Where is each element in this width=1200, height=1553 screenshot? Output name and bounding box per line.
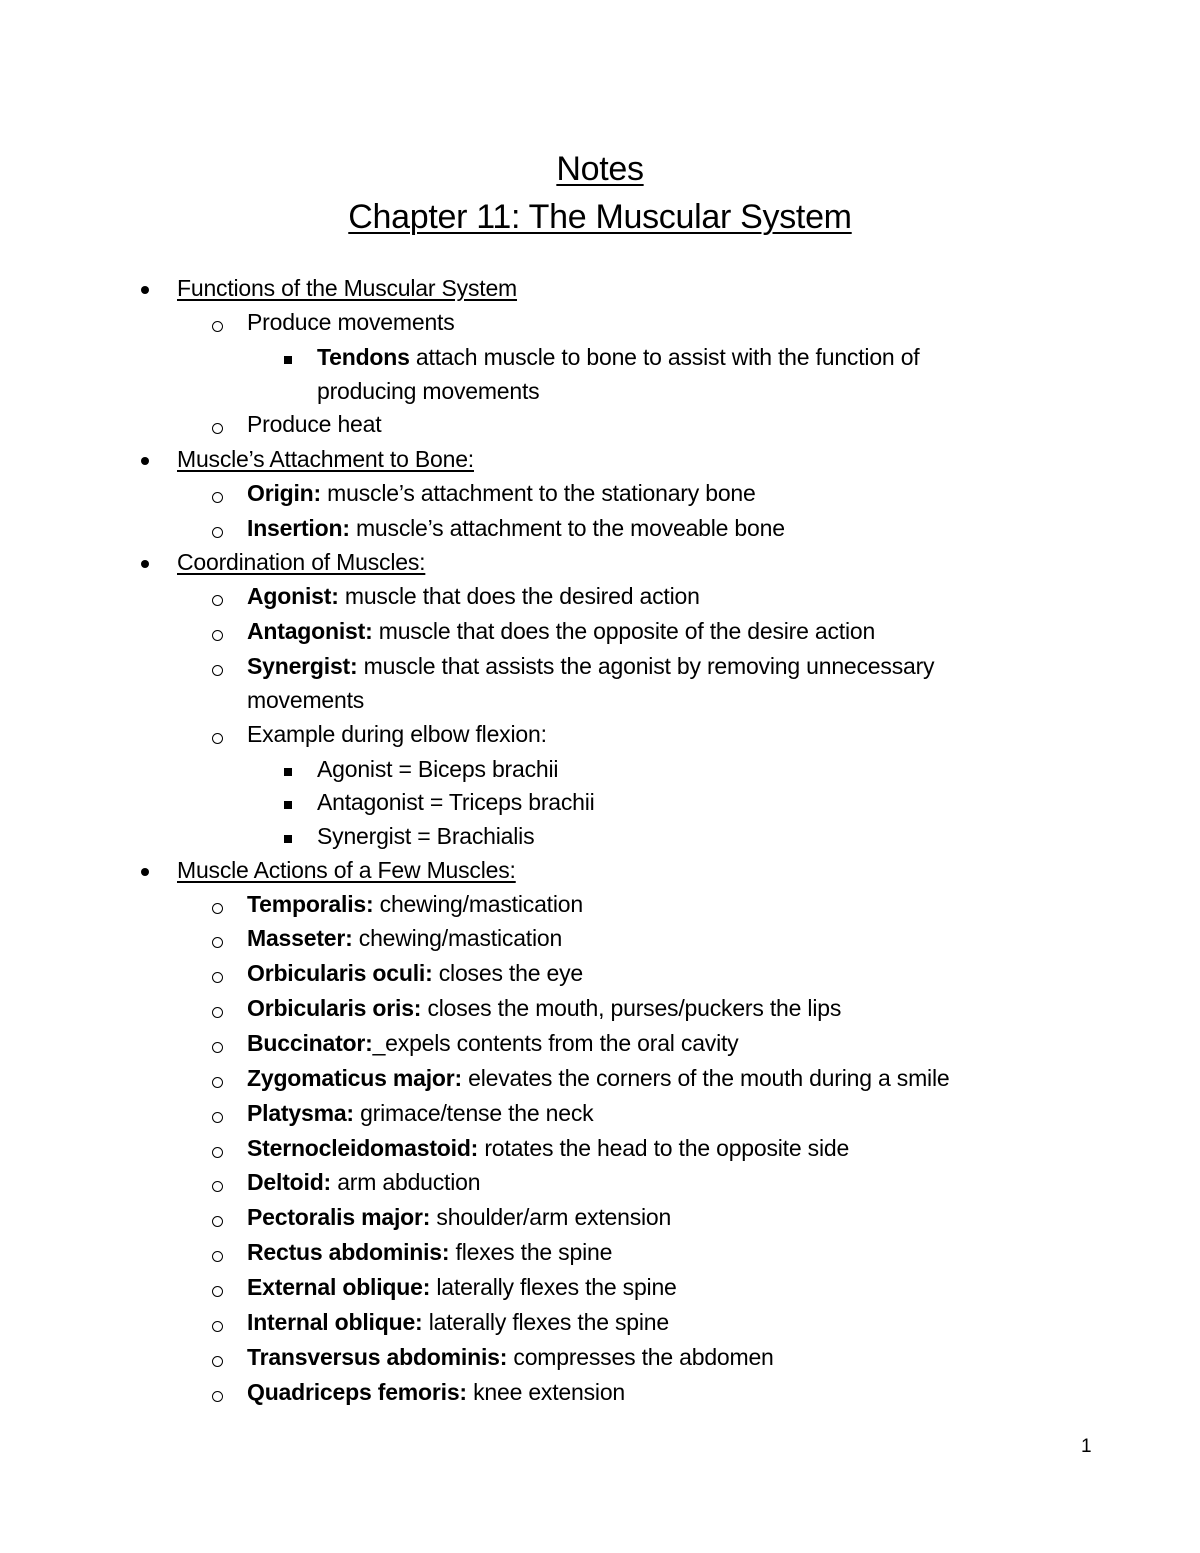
definition-synergist-line2: movements <box>247 687 365 713</box>
document-title: Notes <box>556 150 644 188</box>
section-heading-attachment: Muscle’s Attachment to Bone: <box>177 446 474 472</box>
bullet-square-icon <box>284 827 292 850</box>
list-item-muscle-action <box>247 1171 480 1194</box>
term-muscle: Internal oblique: <box>247 1309 423 1335</box>
definition-synergist-line1: muscle that assists the agonist by removing unnecessary <box>357 653 935 679</box>
bullet-circle-icon <box>212 587 223 610</box>
list-item-insertion <box>247 517 785 540</box>
bullet-circle-icon <box>212 484 223 507</box>
list-item-muscle-action <box>247 962 583 985</box>
list-item-muscle-action <box>247 1032 738 1055</box>
bullet-circle-icon <box>212 1034 223 1057</box>
definition-muscle-action: knee extension <box>466 1379 626 1405</box>
definition-agonist: muscle that does the desired action <box>338 583 700 609</box>
definition-muscle-action: laterally flexes the spine <box>422 1309 669 1335</box>
page-number: 1 <box>1081 1436 1092 1457</box>
list-item-muscle-action <box>247 997 841 1020</box>
bullet-circle-icon <box>212 1139 223 1162</box>
term-muscle: Rectus abdominis: <box>247 1239 450 1265</box>
bullet-circle-icon <box>212 999 223 1022</box>
definition-muscle-action: closes the mouth, purses/puckers the lips <box>421 995 842 1021</box>
term-muscle: Masseter: <box>247 925 353 951</box>
list-item-muscle-action <box>247 1102 593 1125</box>
term-muscle: Buccinator: <box>247 1030 373 1056</box>
term-tendons: Tendons <box>317 344 410 370</box>
list-item-muscle-action <box>247 1067 949 1090</box>
definition-muscle-action: closes the eye <box>432 960 583 986</box>
bullet-square-icon <box>284 760 292 783</box>
term-muscle: External oblique: <box>247 1274 431 1300</box>
term-muscle: Transversus abdominis: <box>247 1344 508 1370</box>
list-item-muscle-action <box>247 1276 677 1299</box>
definition-muscle-action: _expels contents from the oral cavity <box>372 1030 739 1056</box>
bullet-disc-icon <box>141 279 149 302</box>
definition-origin: muscle’s attachment to the stationary bone <box>320 480 756 506</box>
definition-tendons-line1: attach muscle to bone to assist with the function of <box>409 344 920 370</box>
bullet-circle-icon <box>212 895 223 918</box>
section-heading-coordination: Coordination of Muscles: <box>177 549 426 575</box>
document-subtitle: Chapter 11: The Muscular System <box>348 198 852 236</box>
definition-muscle-action: arm abduction <box>331 1169 481 1195</box>
term-muscle: Orbicularis oculi: <box>247 960 433 986</box>
term-muscle: Platysma: <box>247 1100 354 1126</box>
bullet-circle-icon <box>212 1069 223 1092</box>
list-item-muscle-action <box>247 1346 774 1369</box>
term-muscle: Zygomaticus major: <box>247 1065 462 1091</box>
term-origin: Origin: <box>247 480 321 506</box>
definition-muscle-action: compresses the abdomen <box>507 1344 774 1370</box>
list-item-example: Example during elbow flexion: <box>247 721 547 747</box>
term-muscle: Orbicularis oris: <box>247 995 422 1021</box>
bullet-circle-icon <box>212 725 223 748</box>
term-insertion: Insertion: <box>247 515 350 541</box>
definition-muscle-action: laterally flexes the spine <box>430 1274 677 1300</box>
list-item-synergist <box>247 655 934 678</box>
bullet-circle-icon <box>212 622 223 645</box>
bullet-circle-icon <box>212 313 223 336</box>
term-muscle: Sternocleidomastoid: <box>247 1135 479 1161</box>
definition-muscle-action: chewing/mastication <box>352 925 563 951</box>
definition-antagonist: muscle that does the opposite of the desire action <box>372 618 876 644</box>
term-muscle: Pectoralis major: <box>247 1204 431 1230</box>
definition-muscle-action: grimace/tense the neck <box>353 1100 594 1126</box>
list-item-muscle-action <box>247 1311 669 1334</box>
bullet-circle-icon <box>212 519 223 542</box>
term-muscle: Temporalis: <box>247 891 374 917</box>
bullet-disc-icon <box>141 450 149 473</box>
list-item-muscle-action <box>247 1241 612 1264</box>
bullet-circle-icon <box>212 964 223 987</box>
definition-muscle-action: shoulder/arm extension <box>430 1204 672 1230</box>
definition-muscle-action: rotates the head to the opposite side <box>478 1135 850 1161</box>
example-item-synergist: Synergist = Brachialis <box>317 823 535 849</box>
bullet-circle-icon <box>212 657 223 680</box>
bullet-circle-icon <box>212 929 223 952</box>
list-item-muscle-action <box>247 893 583 916</box>
term-antagonist: Antagonist: <box>247 618 373 644</box>
example-item-antagonist: Antagonist = Triceps brachii <box>317 789 595 815</box>
bullet-circle-icon <box>212 1208 223 1231</box>
bullet-circle-icon <box>212 1348 223 1371</box>
definition-insertion: muscle’s attachment to the moveable bone <box>349 515 785 541</box>
list-item-muscle-action <box>247 1381 625 1404</box>
definition-muscle-action: elevates the corners of the mouth during a smile <box>461 1065 950 1091</box>
term-synergist: Synergist: <box>247 653 358 679</box>
definition-tendons-line2: producing movements <box>317 378 540 404</box>
list-item-antagonist <box>247 620 875 643</box>
definition-muscle-action: chewing/mastication <box>373 891 583 917</box>
bullet-square-icon <box>284 793 292 816</box>
bullet-circle-icon <box>212 1313 223 1336</box>
bullet-square-icon <box>284 348 292 371</box>
section-heading-actions: Muscle Actions of a Few Muscles: <box>177 857 516 883</box>
list-item-produce-movements: Produce movements <box>247 309 455 335</box>
bullet-circle-icon <box>212 1383 223 1406</box>
list-item-produce-heat: Produce heat <box>247 411 382 437</box>
example-item-agonist: Agonist = Biceps brachii <box>317 756 559 782</box>
section-heading-functions: Functions of the Muscular System <box>177 275 518 301</box>
bullet-circle-icon <box>212 1173 223 1196</box>
list-item-agonist <box>247 585 700 608</box>
bullet-disc-icon <box>141 861 149 884</box>
list-item-muscle-action <box>247 1206 671 1229</box>
list-item-tendons <box>317 346 919 369</box>
definition-muscle-action: flexes the spine <box>449 1239 613 1265</box>
bullet-circle-icon <box>212 415 223 438</box>
bullet-circle-icon <box>212 1278 223 1301</box>
bullet-circle-icon <box>212 1104 223 1127</box>
list-item-muscle-action <box>247 1137 849 1160</box>
term-muscle: Quadriceps femoris: <box>247 1379 467 1405</box>
bullet-circle-icon <box>212 1243 223 1266</box>
term-muscle: Deltoid: <box>247 1169 331 1195</box>
term-agonist: Agonist: <box>247 583 339 609</box>
bullet-disc-icon <box>141 553 149 576</box>
list-item-muscle-action <box>247 927 562 950</box>
list-item-origin <box>247 482 756 505</box>
